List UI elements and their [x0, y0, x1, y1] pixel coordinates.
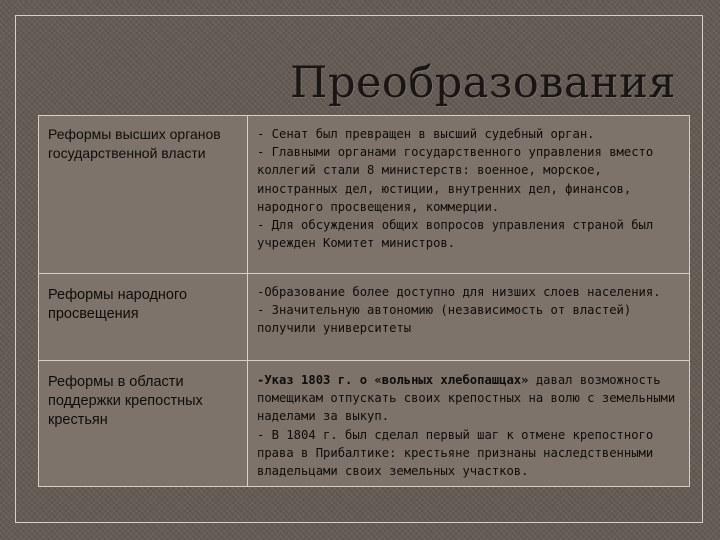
row-text-cell — [248, 274, 690, 361]
row-label: Реформы народного просвещения — [48, 287, 188, 322]
row-text-cell — [248, 361, 690, 487]
row-text: -Образование более доступно для низших слоев населения. - Значительную автономию (независимость от властей) получили университеты — [257, 285, 661, 336]
row-text: - Сенат был превращен в высший судебный орган. - Главными органами государственного управления вместо коллегий стали 8 министерств: военное, морское, иностранных дел, юстиции, внутренних дел, финансов, народного просвещения, коммерции. - Для обсуждения общих вопросов управления страной был учрежден Комитет министров. — [257, 127, 654, 251]
row-text — [248, 361, 689, 486]
row-text-cell — [248, 116, 690, 274]
reforms-table — [38, 115, 690, 487]
row-label: Реформы высших органов государственной власти — [48, 126, 221, 161]
row-label-cell — [39, 361, 248, 487]
row-label: Реформы в области поддержки крепостных крестьян — [48, 374, 203, 428]
table-row — [39, 274, 690, 361]
row-label-cell — [39, 274, 248, 361]
table-row — [39, 116, 690, 274]
row-label-cell — [39, 116, 248, 274]
decree-heading: -Указ 1803 г. о «вольных хлебопашцах» — [257, 373, 529, 387]
table-row — [39, 361, 690, 487]
slide-title: Преобразования — [289, 58, 676, 108]
decree-text: давал возможность помещикам отпускать своих крепостных на волю с земельными наделами за выкуп. - В 1804 г. был сделал первый шаг к отмене крепостного права в Прибалтике: крестьяне признаны наследственными владельцами своих земельных участков. — [257, 373, 676, 479]
